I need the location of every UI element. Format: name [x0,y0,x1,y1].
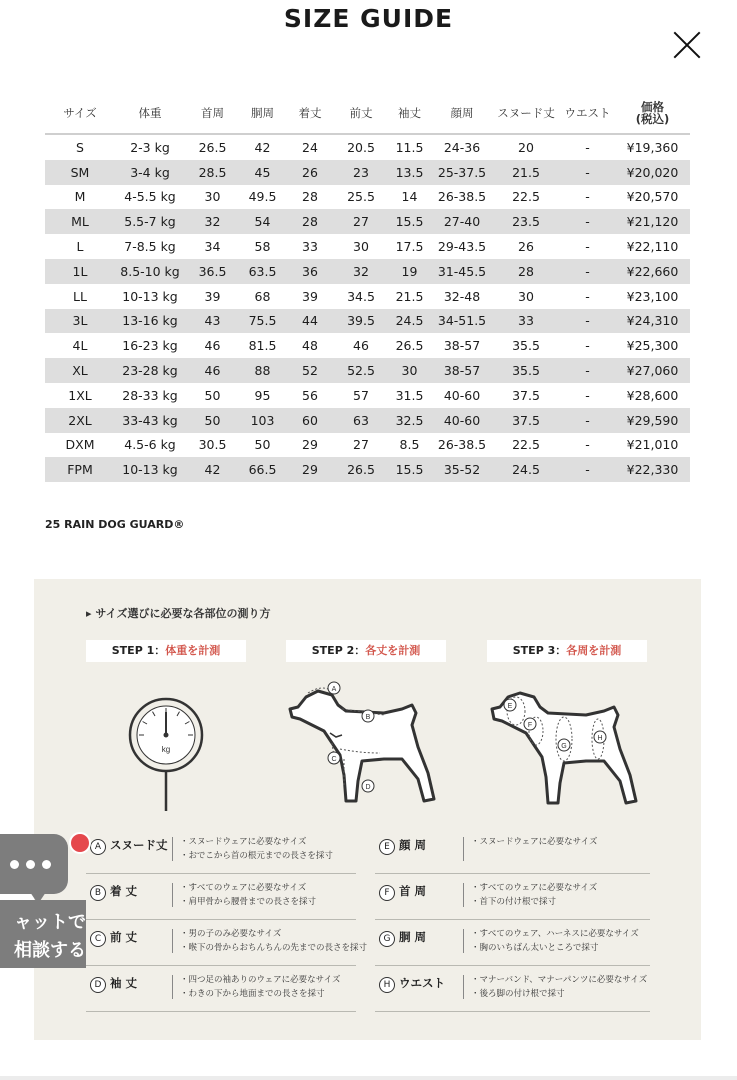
table-cell: 35.5 [512,338,540,354]
legend-description [471,881,597,909]
table-cell: 26.5 [335,457,387,482]
table-cell: 50 [185,408,240,433]
legend-label: 首 周 [399,884,427,898]
column-header: 袖丈 [387,93,432,134]
table-cell: 38-57 [443,338,481,354]
table-cell: - [585,239,590,255]
table-row [45,284,690,309]
divider [172,975,173,999]
step-3-label [487,640,647,662]
column-header: 価格 (税込) [615,93,690,134]
step-description: 各丈を計測 [365,644,421,657]
table-cell: ¥29,590 [615,408,690,433]
table-cell: - [585,387,590,403]
table-cell: - [560,209,615,234]
marker-e: E [507,703,513,710]
table-cell: 42 [254,139,271,155]
product-name: 25 RAIN DOG GUARD® [45,518,185,531]
table-row [45,234,690,259]
table-cell: 10-13 kg [115,457,185,482]
table-cell: 39 [204,288,221,304]
table-cell: M [74,189,86,205]
column-header: 胴周 [240,93,285,134]
legend-label: 着 丈 [110,884,138,898]
table-cell: 28 [302,189,318,205]
step-1-label [86,640,246,662]
divider [463,929,464,953]
table-cell: L [76,239,84,255]
table-cell: 3L [45,309,115,334]
table-cell: 29 [302,437,318,453]
table-cell: 1XL [68,387,92,403]
step-number: STEP 2： [311,644,366,657]
table-row [45,160,690,185]
table-cell: 1L [45,259,115,284]
dot-icon [10,860,19,869]
table-cell: 25-37.5 [432,160,492,185]
description-line: ・後ろ脚の付け根で採寸 [471,989,565,999]
table-cell: 22.5 [512,189,540,205]
description-line: ・スヌードウェアに必要なサイズ [471,837,598,847]
table-row [45,134,690,160]
table-cell: - [585,139,590,155]
description-line: ・おでこから首の根元までの長さを採寸 [180,851,333,861]
table-cell: 39 [302,288,318,304]
legend-row [86,829,356,874]
table-cell: SM [45,160,115,185]
column-header: スヌード丈 [492,93,560,134]
table-cell: 32.5 [387,408,432,433]
table-cell: 52 [285,358,335,383]
description-line: ・マナーバンド、マナーパンツに必要なサイズ [471,975,648,985]
table-cell: 30 [518,288,534,304]
chat-label-line-2: 相談する [14,940,86,961]
table-cell: 21.5 [492,160,560,185]
table-cell: 26.5 [198,139,227,155]
table-cell: 26 [285,160,335,185]
table-cell: 31.5 [395,387,424,403]
table-cell: 26-38.5 [437,189,487,205]
table-cell: 15.5 [387,209,432,234]
table-cell: 31-45.5 [432,259,492,284]
dot-icon [42,860,51,869]
legend-description [180,835,333,863]
bottom-divider [0,1076,737,1080]
guide-heading: ▸ サイズ選びに必要な各部位の測り方 [86,607,271,620]
table-cell: 26.5 [395,338,424,354]
table-row [45,259,690,284]
table-cell: ¥22,110 [626,239,679,255]
table-cell: 32 [335,259,387,284]
weight-scale-icon [124,691,214,816]
table-cell: 25.5 [347,189,375,205]
table-cell: 24.5 [492,457,560,482]
table-cell: ¥27,060 [615,358,690,383]
divider [172,929,173,953]
legend-letter: B [90,885,106,901]
table-cell: 30 [387,358,432,383]
table-cell: 54 [240,209,285,234]
step-number: STEP 3： [512,644,567,657]
description-line: ・胸のいちばん太いところで採寸 [471,943,599,953]
table-cell: 34.5 [347,288,375,304]
table-cell: ¥19,360 [626,139,679,155]
table-cell: 57 [353,387,369,403]
table-cell: 23 [335,160,387,185]
legend-row [86,875,356,920]
table-cell: 30 [353,239,369,255]
table-cell: 28.5 [185,160,240,185]
table-cell: 23.5 [492,209,560,234]
table-cell: - [560,309,615,334]
legend-letter: D [90,977,106,993]
table-row [45,358,690,383]
table-cell: ¥28,600 [626,387,679,403]
table-cell: 16-23 kg [122,338,178,354]
table-cell: ML [45,209,115,234]
table-cell: 22.5 [512,437,540,453]
description-line: ・肩甲骨から腰骨までの長さを採寸 [180,897,317,907]
table-row [45,185,690,210]
scale-unit-label: kg [161,745,171,754]
table-cell: 27 [353,437,369,453]
table-row [45,457,690,482]
table-cell: 50 [204,387,221,403]
table-cell: 35-52 [432,457,492,482]
legend-letter: F [379,885,395,901]
table-cell: - [585,189,590,205]
table-cell: 33 [492,309,560,334]
dot-icon [26,860,35,869]
table-cell: 13-16 kg [115,309,185,334]
table-cell: 29 [285,457,335,482]
table-cell: 26 [518,239,534,255]
table-cell: 11.5 [395,139,424,155]
legend-letter: G [379,931,395,947]
column-header: 前丈 [335,93,387,134]
table-cell: 32 [185,209,240,234]
table-cell: 10-13 kg [122,288,178,304]
table-row [45,383,690,408]
size-table [45,93,690,482]
notification-dot-icon [69,832,91,854]
close-icon[interactable] [672,30,702,60]
table-cell: 14 [401,189,418,205]
table-cell: 52.5 [335,358,387,383]
table-cell: 63.5 [240,259,285,284]
table-cell: 28-33 kg [122,387,178,403]
chat-bubble-button[interactable] [0,834,68,894]
dog-girth-diagram [486,691,646,815]
legend-label: スヌード丈 [110,838,168,852]
divider [463,975,464,999]
table-cell: 20.5 [347,139,375,155]
legend-row [86,921,368,966]
table-cell: 75.5 [240,309,285,334]
table-cell: 24.5 [387,309,432,334]
marker-a: A [331,686,337,693]
table-cell: 46 [353,338,369,354]
table-body [45,134,690,482]
column-header: サイズ [45,93,115,134]
table-cell: 36 [285,259,335,284]
table-cell: 8.5-10 kg [115,259,185,284]
table-cell: 42 [185,457,240,482]
description-line: ・すべてのウェア、ハーネスに必要なサイズ [471,929,639,939]
legend-description [180,927,367,955]
marker-f: F [527,722,533,729]
table-cell: 60 [285,408,335,433]
table-cell: 29-43.5 [437,239,487,255]
table-cell: ¥21,120 [615,209,690,234]
table-cell: 48 [302,338,318,354]
table-cell: ¥21,010 [626,437,679,453]
table-cell: DXM [65,437,95,453]
table-cell: ¥24,310 [615,309,690,334]
step-description: 体重を計測 [165,644,221,657]
table-row [45,309,690,334]
measurement-guide-panel [34,579,701,1040]
table-cell: 27 [335,209,387,234]
column-header: 顔周 [432,93,492,134]
table-row [45,408,690,433]
table-cell: - [585,288,590,304]
table-cell: 50 [254,437,271,453]
legend-description [471,973,647,1001]
legend-row [375,921,650,966]
table-cell: - [560,358,615,383]
table-cell: XL [45,358,115,383]
table-cell: 95 [254,387,271,403]
table-cell: - [585,338,590,354]
legend-description [471,835,597,849]
table-cell: 66.5 [240,457,285,482]
table-cell: 27-40 [432,209,492,234]
table-cell: 26-38.5 [437,437,487,453]
table-cell: 38-57 [432,358,492,383]
legend-row [86,967,356,1012]
table-cell: 4-5.5 kg [124,189,176,205]
table-cell: S [76,139,84,155]
table-cell: ¥25,300 [626,338,679,354]
table-cell: ¥22,660 [615,259,690,284]
table-row [45,433,690,458]
table-cell: 30 [204,189,221,205]
column-header: 体重 [115,93,185,134]
table-cell: ¥22,330 [615,457,690,482]
table-cell: 15.5 [387,457,432,482]
dog-length-diagram [284,675,444,815]
table-cell: 63 [335,408,387,433]
step-2-label [286,640,446,662]
table-cell: - [560,408,615,433]
table-cell: 7-8.5 kg [124,239,176,255]
description-line: ・男の子のみ必要なサイズ [180,929,282,939]
table-row [45,333,690,358]
legend-row [375,967,650,1012]
table-cell: 2-3 kg [130,139,170,155]
description-line: ・スヌードウェアに必要なサイズ [180,837,307,847]
divider [172,837,173,861]
table-cell: 81.5 [248,338,277,354]
legend-description [471,927,639,955]
table-cell: 40-60 [432,408,492,433]
table-cell: 4.5-6 kg [124,437,176,453]
legend-letter: A [90,839,106,855]
table-cell: 28 [285,209,335,234]
table-cell: 17.5 [395,239,424,255]
description-line: ・わきの下から地面までの長さを採寸 [180,989,325,999]
table-cell: 8.5 [399,437,420,453]
table-cell: 24 [302,139,318,155]
table-cell: 46 [204,338,221,354]
table-cell: 2XL [45,408,115,433]
page-title: SIZE GUIDE [283,4,454,33]
table-cell: 56 [302,387,318,403]
divider [463,837,464,861]
table-cell: LL [73,288,87,304]
table-cell: 4L [72,338,88,354]
marker-g: G [561,743,567,750]
table-cell: 46 [185,358,240,383]
legend-row [375,875,650,920]
table-cell: 20 [518,139,534,155]
table-cell: 32-48 [443,288,481,304]
table-cell: 23-28 kg [115,358,185,383]
legend-letter: E [379,839,395,855]
legend-letter: H [379,977,395,993]
marker-d: D [365,784,371,791]
legend-label: 前 丈 [110,930,138,944]
marker-c: C [331,756,337,763]
step-description: 各周を計測 [566,644,622,657]
table-cell: 3-4 kg [115,160,185,185]
table-cell: 37.5 [492,408,560,433]
table-cell: 35.5 [492,358,560,383]
table-cell: 49.5 [248,189,277,205]
marker-h: H [597,735,603,742]
table-cell: 40-60 [443,387,481,403]
table-cell: - [560,259,615,284]
table-cell: 24-36 [443,139,481,155]
legend-row [375,829,650,874]
table-cell: 36.5 [185,259,240,284]
description-line: ・すべてのウェアに必要なサイズ [471,883,598,893]
description-line: ・首下の付け根で採寸 [471,897,557,907]
description-line: ・すべてのウェアに必要なサイズ [180,883,307,893]
table-cell: - [560,160,615,185]
legend-description [180,881,316,909]
table-cell: 68 [254,288,271,304]
table-cell: 13.5 [387,160,432,185]
table-cell: ¥20,570 [626,189,679,205]
table-cell: 5.5-7 kg [115,209,185,234]
legend-label: 顔 周 [399,838,427,852]
table-cell: 33 [302,239,318,255]
table-cell: 33-43 kg [115,408,185,433]
table-cell: 21.5 [395,288,424,304]
table-cell: 88 [240,358,285,383]
table-cell: - [560,457,615,482]
table-cell: 45 [240,160,285,185]
legend-label: 袖 丈 [110,976,138,990]
table-cell: 37.5 [512,387,540,403]
description-line: ・喉下の骨からおちんちんの先までの長さを採寸 [180,943,368,953]
table-cell: 19 [387,259,432,284]
column-header: 着丈 [285,93,335,134]
table-cell: ¥20,020 [615,160,690,185]
table-cell: 34 [204,239,221,255]
step-number: STEP 1： [111,644,166,657]
table-cell: - [585,437,590,453]
divider [463,883,464,907]
divider [172,883,173,907]
chat-label-line-1: ャットで [14,912,86,933]
table-header-row [45,93,690,134]
legend-letter: C [90,931,106,947]
description-line: ・四つ足の袖ありのウェアに必要なサイズ [180,975,341,985]
table-cell: FPM [45,457,115,482]
table-cell: 34-51.5 [432,309,492,334]
table-cell: 39.5 [335,309,387,334]
legend-label: ウエスト [399,976,445,990]
table-cell: 43 [185,309,240,334]
table-cell: 103 [240,408,285,433]
table-cell: 30.5 [198,437,227,453]
chat-consult-button[interactable] [0,900,86,968]
column-header: ウエスト [560,93,615,134]
table-cell: 28 [492,259,560,284]
table-row [45,209,690,234]
table-cell: ¥23,100 [626,288,679,304]
legend-label: 胴 周 [399,930,427,944]
column-header: 首周 [185,93,240,134]
table-cell: 44 [285,309,335,334]
marker-b: B [365,714,371,721]
legend-description [180,973,340,1001]
table-cell: 58 [254,239,271,255]
